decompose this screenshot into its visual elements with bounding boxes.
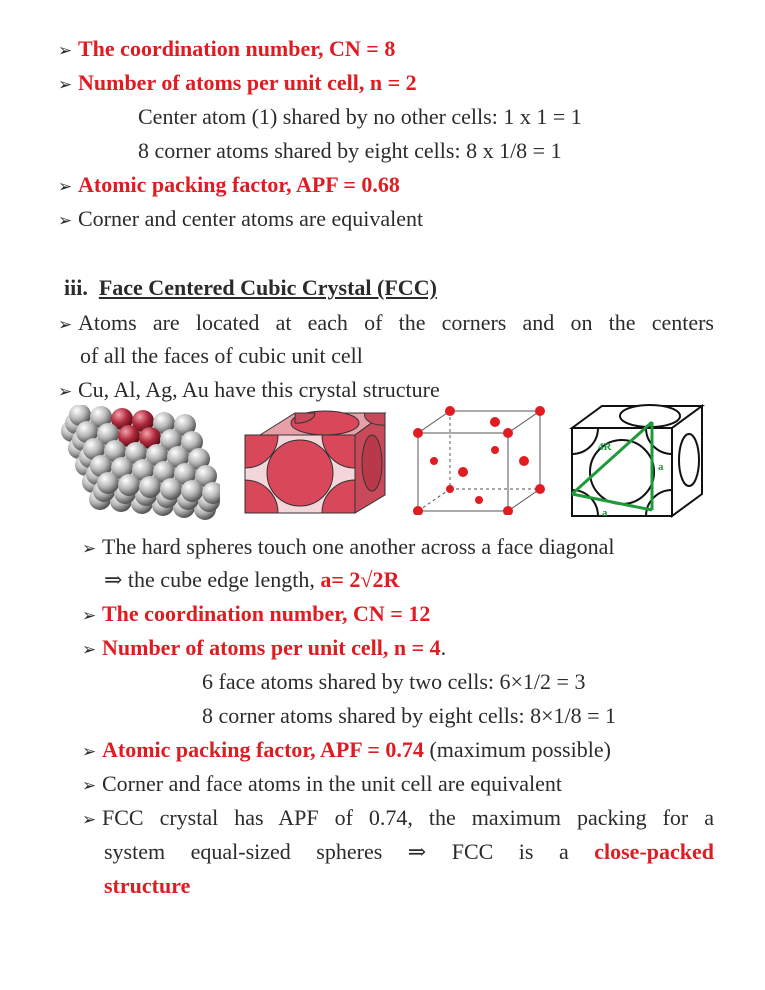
label-a-side: a — [658, 461, 664, 473]
arrow-bullet-icon: ➢ — [82, 776, 97, 796]
lattice-atom — [118, 474, 140, 496]
bcc-n-bullet: ➢ Number of atoms per unit cell, n = 2 — [58, 70, 417, 98]
label-4r: 4R — [598, 441, 612, 453]
lattice-atom — [181, 480, 203, 502]
lattice-atom — [160, 478, 182, 500]
arrow-bullet-icon: ➢ — [82, 606, 97, 626]
fcc-face-diagonal-figure — [562, 398, 712, 520]
fcc-close-line1: ➢ FCC crystal has APF of 0.74, the maximum packing for a — [82, 805, 714, 833]
fcc-intro-line1: ➢ Atoms are located at each of the corners and on the centers — [58, 310, 714, 338]
arrow-bullet-icon: ➢ — [58, 75, 73, 95]
lattice-atom — [139, 476, 161, 498]
arrow-bullet-icon: ➢ — [58, 41, 73, 61]
fcc-face-text: 6 face atoms shared by two cells: 6×1/2 = 3 — [202, 669, 586, 694]
fcc-intro-line3: ➢ Cu, Al, Ag, Au have this crystal structure — [58, 377, 440, 405]
arrow-bullet-icon: ➢ — [58, 177, 73, 197]
arrow-bullet-icon: ➢ — [58, 315, 73, 335]
fcc-apf-bullet: ➢ Atomic packing factor, APF = 0.74 (maximum possible) — [82, 737, 611, 765]
arrow-bullet-icon: ➢ — [58, 211, 73, 231]
fcc-cn-bullet: ➢ The coordination number, CN = 12 — [82, 601, 430, 629]
fcc-edge-length: ⇒ the cube edge length, a= 2√2R — [104, 567, 400, 592]
fcc-lattice-points-figure — [410, 405, 550, 515]
lattice-atom — [97, 472, 119, 494]
fcc-corner-text: 8 corner atoms shared by eight cells: 8×1/8 = 1 — [202, 703, 616, 728]
fcc-touch-bullet: ➢ The hard spheres touch one another across a face diagonal — [82, 534, 615, 562]
fcc-intro-line2: of all the faces of cubic unit cell — [80, 343, 363, 368]
bcc-center-text: Center atom (1) shared by no other cells: 1 x 1 = 1 — [138, 104, 582, 129]
bcc-apf-bullet: ➢ Atomic packing factor, APF = 0.68 — [58, 172, 400, 200]
bcc-equiv-bullet: ➢ Corner and center atoms are equivalent — [58, 206, 423, 234]
arrow-bullet-icon: ➢ — [58, 382, 73, 402]
fcc-cut-atoms-figure — [240, 405, 390, 515]
arrow-bullet-icon: ➢ — [82, 810, 97, 830]
fcc-heading: iii. Face Centered Cubic Crystal (FCC) — [64, 275, 437, 300]
fcc-close-line3: structure — [104, 873, 191, 898]
fcc-equiv-bullet: ➢ Corner and face atoms in the unit cell are equivalent — [82, 771, 562, 799]
arrow-bullet-icon: ➢ — [82, 742, 97, 762]
arrow-bullet-icon: ➢ — [82, 640, 97, 660]
label-a-bottom: a — [602, 507, 608, 519]
arrow-bullet-icon: ➢ — [82, 539, 97, 559]
bcc-corner-text: 8 corner atoms shared by eight cells: 8 x 1/8 = 1 — [138, 138, 562, 163]
fcc-close-line2: system equal-sized spheres ⇒ FCC is a close-packed — [104, 839, 714, 864]
bcc-cn-bullet: ➢ The coordination number, CN = 8 — [58, 36, 395, 64]
fcc-sphere-packing-figure — [58, 405, 220, 533]
fcc-n-bullet: ➢ Number of atoms per unit cell, n = 4. — [82, 635, 446, 663]
